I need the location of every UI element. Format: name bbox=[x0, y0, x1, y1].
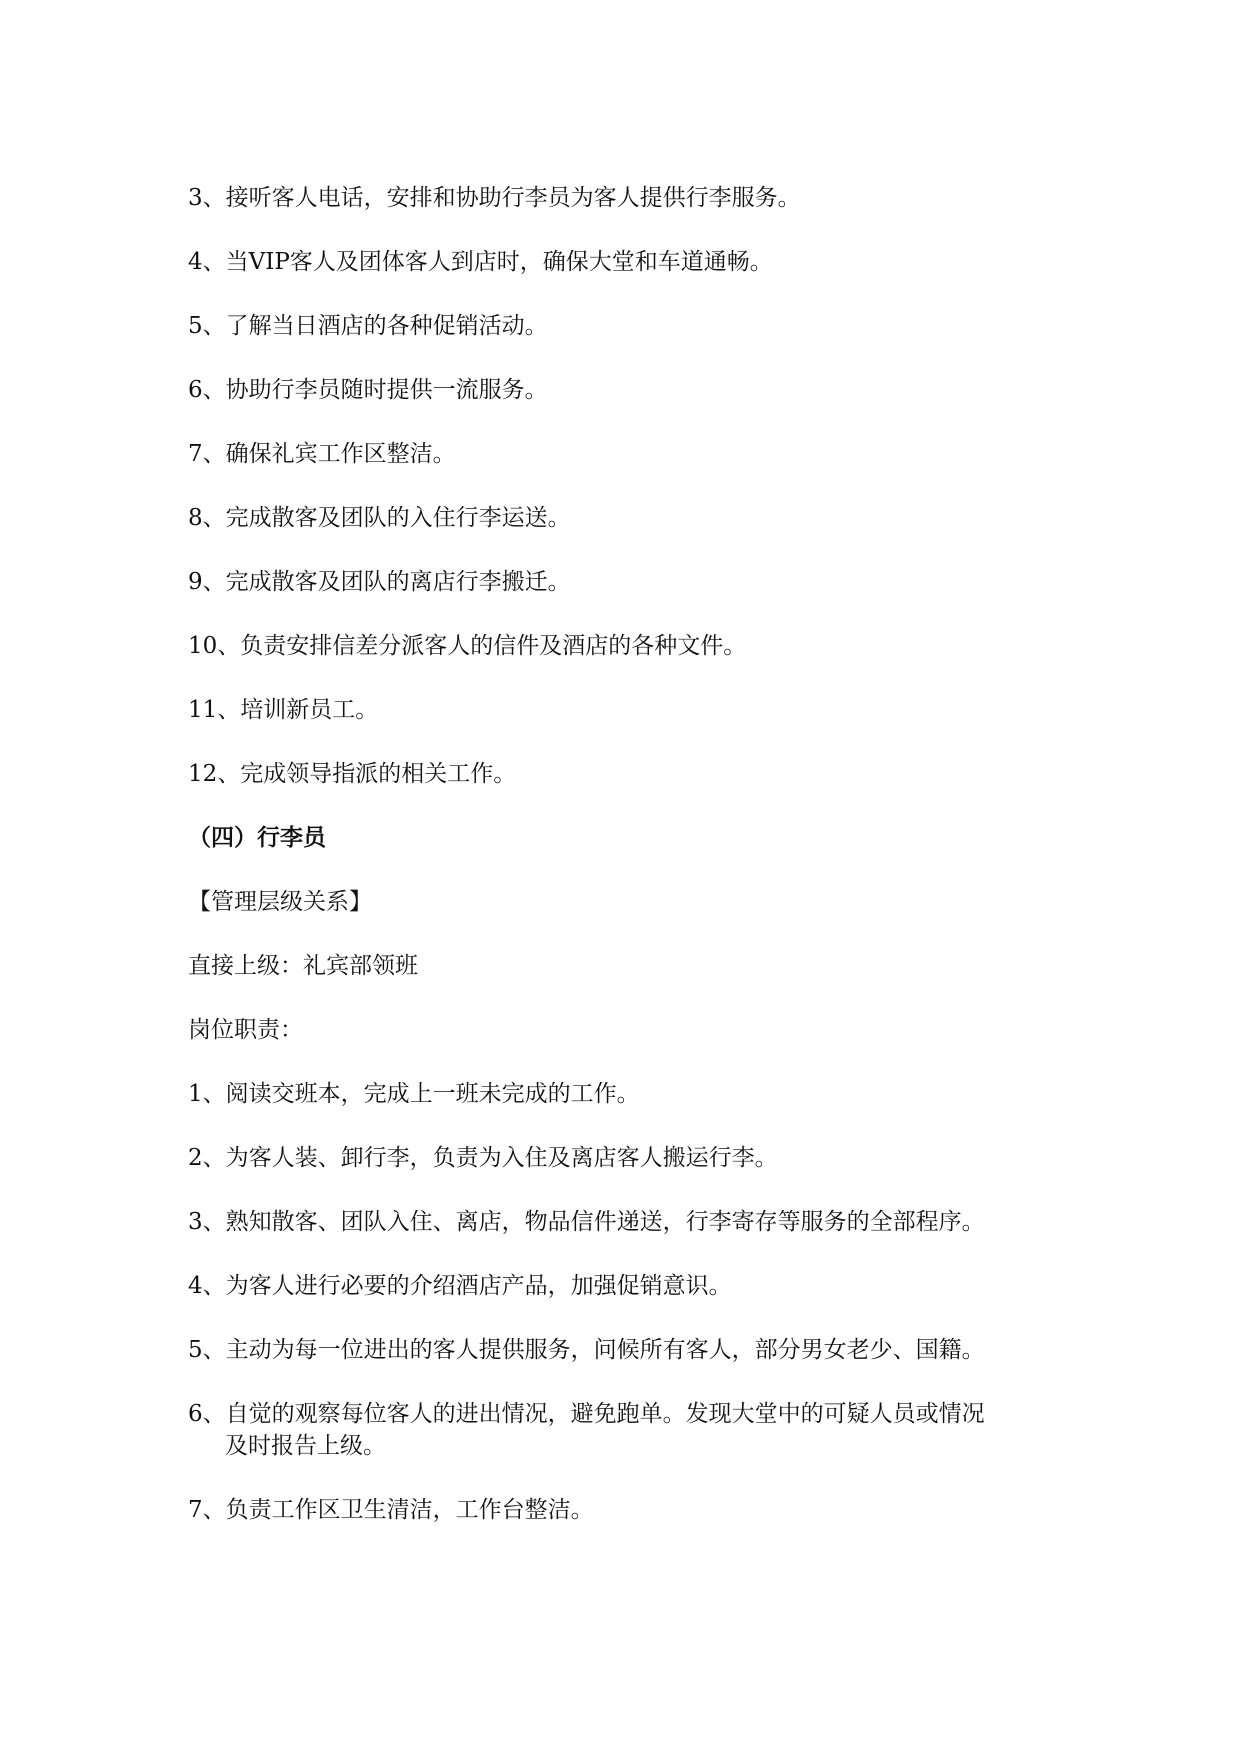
duty-item bbox=[188, 1398, 1068, 1462]
duty-item: 3、熟知散客、团队入住、离店，物品信件递送，行李寄存等服务的全部程序。 bbox=[188, 1209, 985, 1235]
list-item: 4、当VIP客人及团体客人到店时，确保大堂和车道通畅。 bbox=[188, 249, 773, 275]
list-item: 6、协助行李员随时提供一流服务。 bbox=[188, 377, 548, 403]
duty-item: 4、为客人进行必要的介绍酒店产品，加强促销意识。 bbox=[188, 1273, 732, 1299]
duty-item: 2、为客人装、卸行李，负责为入住及离店客人搬运行李。 bbox=[188, 1145, 778, 1171]
list-item: 3、接听客人电话，安排和协助行李员为客人提供行李服务。 bbox=[188, 185, 801, 211]
list-item: 5、了解当日酒店的各种促销活动。 bbox=[188, 313, 548, 339]
list-item: 9、完成散客及团队的离店行李搬迁。 bbox=[188, 569, 571, 595]
duty-item-first-line: 6、自觉的观察每位客人的进出情况，避免跑单。发现大堂中的可疑人员或情况 bbox=[188, 1401, 985, 1427]
list-item: 7、确保礼宾工作区整洁。 bbox=[188, 441, 456, 467]
list-item: 8、完成散客及团队的入住行李运送。 bbox=[188, 505, 571, 531]
section-heading: （四）行李员 bbox=[188, 824, 326, 851]
list-item: 11、培训新员工。 bbox=[188, 697, 379, 723]
duties-label: 岗位职责： bbox=[188, 1017, 303, 1043]
list-item: 10、负责安排信差分派客人的信件及酒店的各种文件。 bbox=[188, 633, 747, 659]
superior-line: 直接上级：礼宾部领班 bbox=[188, 953, 418, 979]
duty-item: 5、主动为每一位进出的客人提供服务，问候所有客人，部分男女老少、国籍。 bbox=[188, 1337, 985, 1363]
relation-title: 【管理层级关系】 bbox=[188, 889, 372, 915]
duty-item: 1、阅读交班本，完成上一班未完成的工作。 bbox=[188, 1081, 640, 1107]
duty-item: 7、负责工作区卫生清洁，工作台整洁。 bbox=[188, 1497, 594, 1523]
list-item: 12、完成领导指派的相关工作。 bbox=[188, 761, 517, 787]
duty-item-continuation: 及时报告上级。 bbox=[225, 1433, 386, 1459]
